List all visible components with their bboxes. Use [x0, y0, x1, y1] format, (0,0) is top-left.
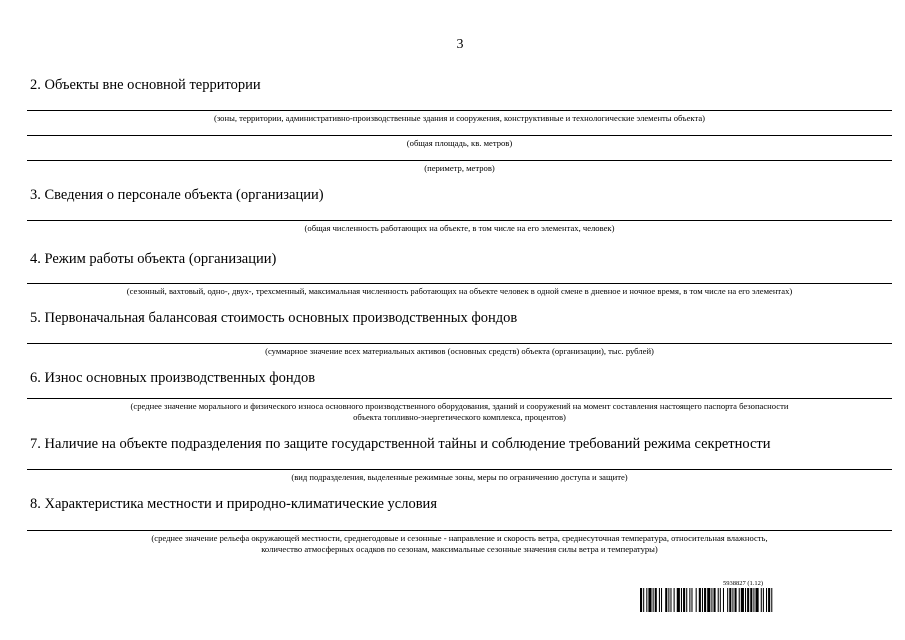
section-3-field-line[interactable]: [27, 220, 892, 221]
section-7-title: 7. Наличие на объекте подразделения по защите государственной тайны и соблюдение требований режима секретности: [30, 436, 771, 452]
section-2-caption-2: (общая площадь, кв. метров): [406, 138, 513, 148]
section-8-field-line[interactable]: [27, 530, 892, 531]
section-2-field-line-1[interactable]: [27, 110, 892, 111]
section-4-field-line[interactable]: [27, 283, 892, 284]
section-4-title: 4. Режим работы объекта (организации): [30, 251, 277, 267]
section-2-title: 2. Объекты вне основной территории: [30, 77, 261, 93]
section-8-caption-line-2: количество атмосферных осадков по сезонам, максимальные сезонные значения силы ветра и температуры): [261, 544, 658, 554]
section-6-caption-line-2: объекта топливно-энергетического комплекса, процентов): [353, 412, 566, 422]
barcode: [640, 580, 860, 612]
section-6-field-line[interactable]: [27, 398, 892, 399]
section-5-title: 5. Первоначальная балансовая стоимость основных производственных фондов: [30, 310, 518, 326]
page-number: 3: [456, 37, 464, 52]
section-3-caption: (общая численность работающих на объекте, в том числе на его элементах, человек): [304, 223, 615, 233]
section-6-title: 6. Износ основных производственных фондов: [30, 370, 316, 386]
section-7-field-line[interactable]: [27, 469, 892, 470]
section-5-caption: (суммарное значение всех материальных активов (основных средств) объекта (организации), тыс. рублей): [265, 346, 654, 356]
section-2-field-line-3[interactable]: [27, 160, 892, 161]
section-2-caption-3: (периметр, метров): [424, 163, 495, 173]
section-4-caption: (сезонный, вахтовый, одно-, двух-, трехсменный, максимальная численность работающих на объекте человек в одной смене в дневное и ночное время, в том числе на его элементах): [126, 286, 793, 296]
section-7-caption: (вид подразделения, выделенные режимные зоны, меры по ограничению доступа и защите): [291, 472, 628, 482]
section-2-caption-1: (зоны, территории, административно-производственные здания и сооружения, конструктивные и технологические элементы объекта): [213, 113, 706, 123]
section-5-field-line[interactable]: [27, 343, 892, 344]
section-3-title: 3. Сведения о персонале объекта (организации): [30, 187, 324, 203]
section-8-title: 8. Характеристика местности и природно-климатические условия: [30, 496, 437, 512]
section-8-caption-line-1: (среднее значение рельефа окружающей местности, среднегодовые и сезонные - направление и скорость ветра, среднесуточная температура, относительная влажность,: [151, 533, 768, 543]
barcode-number: 5938827 (1.12): [723, 580, 764, 587]
barcode-icon: [640, 588, 860, 612]
section-6-caption-line-1: (среднее значение морального и физического износа основного производственного оборудования, зданий и сооружений на момент составления настоящего паспорта безопасности: [130, 401, 789, 411]
section-2-field-line-2[interactable]: [27, 135, 892, 136]
